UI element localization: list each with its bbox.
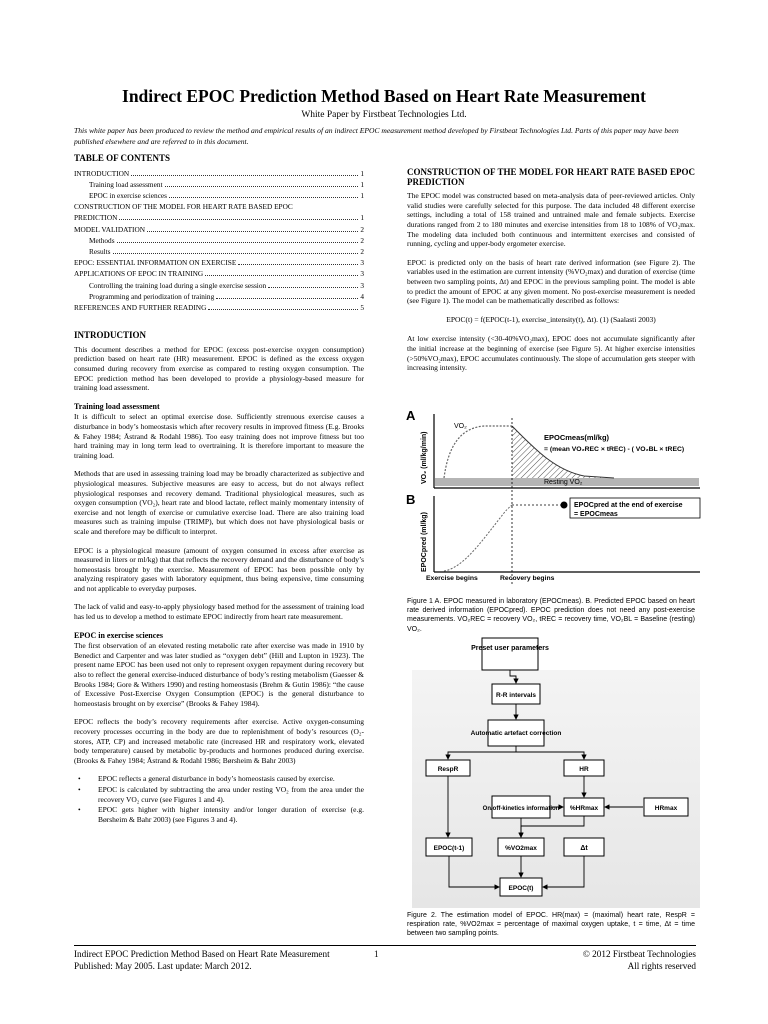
hrmax-label: HRmax xyxy=(654,805,678,812)
epoc-pred-curve xyxy=(444,505,512,571)
epoc-prev-label: EPOC(t-1) xyxy=(433,845,465,852)
epoc-equation: EPOC(t) = f(EPOC(t-1), exercise_intensity(t), Δt). (1) (Saalasti 2003) xyxy=(446,314,656,324)
right-column xyxy=(407,168,695,382)
training-load-paragraph-1: It is difficult to select an optimal exercise dose. Sufficiently strenuous exercise causes a disturbance in body’s homeostasis which after recovery results in improved fitness (E.g. Brooks & Fahey 1984; Åstrand & Rodahl 1986). Too easy training does not improve fitness but too hard training may in long term lead to overtraining. It is therefore important to measure the training load. xyxy=(74,412,364,460)
figure-2-background xyxy=(412,670,700,908)
toc-entry-page: 3 xyxy=(360,258,364,268)
toc-entry-title: Programming and periodization of training xyxy=(89,291,215,301)
toc-heading: TABLE OF CONTENTS xyxy=(74,153,171,163)
construction-paragraph-1: The EPOC model was constructed based on meta-analysis data of peer-reviewed articles. Only valid studies were carefully selected for this purpose. The data included 48 different exercise settings, including a total of 158 trained and untrained male and female subjects. Exercise durations ranged from 2 to 180 minutes and exercise intensities from 18 to 108% of VO₂max. The modeling data included both continuous and intermittent exercises and consisted of running, cycling and upper-body ergometer exercise. xyxy=(407,191,695,249)
introduction-heading: INTRODUCTION xyxy=(74,330,147,341)
construction-paragraph-2: EPOC is predicted only on the basis of heart rate derived information (see Figure 2). The variables used in the estimation are current intensity (%VO₂max) and duration of exercise (time between two sampling points, Δt) and EPOC in the previous sampling point. The model is able to predict the amount of EPOC at any given moment. No post-exercise measurement is needed (see Figure 1). The model can be mathematically described as follows: xyxy=(407,257,695,306)
construction-heading: CONSTRUCTION OF THE MODEL FOR HEART RATE BASED EPOC PREDICTION xyxy=(407,167,695,187)
footer-published: Published: May 2005. Last update: March 2012. xyxy=(74,961,252,971)
rr-intervals-label: R-R intervals xyxy=(495,692,537,699)
epoc-sciences-paragraph-2: EPOC reflects the body’s recovery requirements after exercise. Active oxygen-consuming recovery processes occurring in the body are due to replenishment of body’s resources (O₂-stores, ATP, CP) and increased metabolic rate (increased HR and respiratory work, elevated body temperature) caused by metabolic by-products and hormones produced during exercise. (Brooks & Fahey 1984; Åstrand & Rodahl 1986; Børsheim & Bahr 2003) xyxy=(74,717,364,765)
footer-page-number: 1 xyxy=(374,949,379,959)
epoc-sciences-heading: EPOC in exercise sciences xyxy=(74,630,163,640)
toc-entry-page: 1 xyxy=(360,213,364,223)
toc-entry-title: EPOC in exercise sciences xyxy=(89,191,168,200)
toc-entry-page: 2 xyxy=(360,224,364,234)
toc-entry-page: 4 xyxy=(360,291,364,301)
list-item: • EPOC reflects a general disturbance in body’s homeostasis caused by exercise. xyxy=(78,774,335,784)
toc-entry[interactable] xyxy=(74,246,364,257)
pct-vo2max-label: %VO2max xyxy=(505,845,537,852)
bullet-marker: • xyxy=(78,774,81,784)
footer-rights: All rights reserved xyxy=(627,961,696,971)
panel-a-label: A xyxy=(406,408,416,423)
page-title: Indirect EPOC Prediction Method Based on Heart Rate Measurement xyxy=(122,86,646,106)
toc-leader-dots xyxy=(238,264,358,265)
epoc-meas-label: EPOCmeas(ml/kg) xyxy=(544,433,610,442)
toc-entry-title: Controlling the training load during a single exercise session xyxy=(89,280,267,290)
table-of-contents xyxy=(74,168,364,314)
toc-entry-page: 3 xyxy=(360,269,364,279)
toc-entry[interactable] xyxy=(74,190,364,201)
toc-leader-dots xyxy=(205,275,358,276)
epoc-bullet-list xyxy=(74,774,364,824)
left-column xyxy=(74,154,364,825)
toc-entry[interactable] xyxy=(74,235,364,246)
exercise-begins-label: Exercise begins xyxy=(426,575,478,582)
toc-leader-dots xyxy=(268,287,358,288)
preset-params-label: Preset user parameters xyxy=(471,645,549,652)
toc-leader-dots xyxy=(216,298,358,299)
toc-entry[interactable] xyxy=(74,179,364,190)
epoc-pred-equals: = EPOCmeas xyxy=(574,511,618,518)
toc-entry[interactable] xyxy=(74,224,364,235)
figure-1 xyxy=(404,408,704,594)
panel-b-y-label: EPOCpred (ml/kg) xyxy=(421,512,428,572)
figure-1-caption: Figure 1 A. EPOC measured in laboratory (EPOCmeas). B. Predicted EPOC based on heart rate derived information (EPOCpred). EPOC prediction does not need any post-exercise measurements. VO₂REC = recovery VO₂, tREC = recovery time, VO₂BL = Baseline (resting) VO₂. xyxy=(407,598,695,633)
respr-label: RespR xyxy=(437,766,459,773)
toc-entry-page: 1 xyxy=(360,191,364,200)
toc-entry-page: 2 xyxy=(360,235,364,245)
toc-entry-title: EPOC: ESSENTIAL INFORMATION ON EXERCISE xyxy=(74,258,237,268)
page-subtitle: White Paper by Firstbeat Technologies Ltd. xyxy=(301,110,467,120)
pct-hrmax-label: %HRmax xyxy=(569,805,599,812)
construction-paragraph-3: At low exercise intensity (<30-40%VO₂max), EPOC does not accumulate significantly after the initial increase at the beginning of exercise (see Figure 5). At higher exercise intensities (>50%VO₂max), EPOC accumulates continuously. The slope of accumulation gets steeper with increasing intensity. xyxy=(407,334,695,373)
recovery-begins-label: Recovery begins xyxy=(500,575,555,582)
introduction-paragraph: This document describes a method for EPOC (excess post-exercise oxygen consumption) prediction based on heart rate (HR) measurement. EPOC is defined as the excess oxygen consumed during recovery from exercise as compared to resting oxygen consumption. The EPOC prediction method has been developed to provide a physiology-based measure for training load assessment. xyxy=(74,344,364,393)
preset-params-node xyxy=(482,638,538,670)
delta-t-label: Δt xyxy=(580,845,588,852)
list-item: • EPOC is calculated by subtracting the area under resting VO₂ from the area under the recovery VO₂ curve (see Figures 1 and 4). xyxy=(78,784,364,804)
resting-vo2-label: Resting VO₂ xyxy=(544,479,583,486)
toc-entry[interactable] xyxy=(74,302,364,313)
epoc-t-label: EPOC(t) xyxy=(508,885,534,892)
toc-entry[interactable] xyxy=(74,280,364,291)
toc-entry-title: APPLICATIONS OF EPOC IN TRAINING xyxy=(74,269,204,279)
onoff-kinetics-label: On/off-kinetics information xyxy=(482,806,560,812)
artefact-correction-label: Automatic artefact correction xyxy=(470,730,562,737)
toc-entry-title: Results xyxy=(89,247,111,257)
toc-leader-dots xyxy=(131,175,358,176)
training-load-heading: Training load assessment xyxy=(74,401,160,411)
toc-entry-title: PREDICTION xyxy=(74,213,118,223)
toc-entry[interactable] xyxy=(74,257,364,268)
toc-entry-title: REFERENCES AND FURTHER READING xyxy=(74,303,207,313)
toc-entry[interactable] xyxy=(74,291,364,302)
toc-leader-dots xyxy=(208,309,358,310)
vo2-exercise-curve xyxy=(444,426,512,478)
toc-leader-dots xyxy=(165,186,359,187)
toc-leader-dots xyxy=(117,242,359,243)
epoc-sciences-paragraph-1: The first observation of an elevated resting metabolic rate after exercise was made in 1910 by Benedict and Carpenter and was later studied as “oxygen debt” (Hill and Lupton in 1923). The present name EPOC has been used not only to represent oxygen repayment during recovery but also to reflect the general exercise-induced disturbance of body’s resting metabolism (Gaesser & Brooks 1984; Gore & Withers 1990) and resting homeostasis (Brehm & Gutin 1986): “the cause of Excessive Post-Exercise Oxygen Consumption (EPOC) is the general disturbance to homeostasis brought on by exercise” (Brooks & Fahey 1984). xyxy=(74,641,364,708)
hr-label: HR xyxy=(579,766,589,773)
toc-entry-page: 1 xyxy=(360,168,364,178)
footer-doc-title: Indirect EPOC Prediction Method Based on Heart Rate Measurement xyxy=(74,949,330,959)
epoc-pred-label: EPOCpred at the end of exercise xyxy=(574,502,683,509)
toc-entry[interactable] xyxy=(74,168,364,179)
training-load-paragraph-3: EPOC is a physiological measure (amount of oxygen consumed in excess after exercise as measured in liters or ml/kg) that that reflects the recovery demand and the disturbance of body’s homeostasis brought by the exercise. Measurement of EPOC has been possible only by analyzing respiratory gases with laboratory equipment, thus being expensive, time consuming and not applicable to everyday purposes. xyxy=(74,545,364,593)
toc-entry[interactable] xyxy=(74,212,364,223)
toc-leader-dots xyxy=(119,219,358,220)
footer-copyright: © 2012 Firstbeat Technologies xyxy=(582,949,696,959)
toc-leader-dots xyxy=(113,253,359,254)
toc-entry[interactable] xyxy=(74,201,364,212)
toc-entry-page: 5 xyxy=(360,303,364,313)
footer-left xyxy=(74,948,374,972)
list-item: • EPOC gets higher with higher intensity and/or longer duration of exercise (e.g. Børsheim & Bahr 2003) (see Figures 3 and 4). xyxy=(78,805,364,824)
toc-entry-title: Methods xyxy=(89,235,115,245)
figure-2 xyxy=(412,636,700,908)
epoc-meas-formula: = (mean VO₂REC × tREC) - ( VO₂BL × tREC) xyxy=(544,446,685,453)
training-load-paragraph-2: Methods that are used in assessing training load may be broadly characterized as subjective and physiological measures. Subjective measures are easy to access, but do not always reflect physiological responses and recovery demand. Traditional physiological measures, such as oxygen consumption (VO₂), heart rate and blood lactate, reflect mainly momentary intensity of exercise and not length of exercise or cumulative exercise load. There are also training load measures such as training impulse (TRIMP), but which does not have physiological basis or scale and therefore may be difficult to interpret. xyxy=(74,469,364,536)
footer-right xyxy=(520,948,696,972)
panel-a-y-label: VO₂ (ml/kg/min) xyxy=(421,431,428,484)
footer-rule xyxy=(74,945,696,946)
toc-entry-page: 2 xyxy=(360,247,364,257)
toc-leader-dots xyxy=(169,197,358,198)
toc-entry-title: Training load assessment xyxy=(89,179,163,189)
toc-entry-page: 3 xyxy=(360,280,364,290)
panel-b-label: B xyxy=(406,492,416,507)
bullet-marker: • xyxy=(78,805,81,815)
epoc-pred-end-point xyxy=(561,502,568,509)
figure-2-caption: Figure 2. The estimation model of EPOC. HR(max) = (maximal) heart rate, RespR = respiration rate, %VO2max = percentage of maximal oxygen uptake, t = time, Δt = time between two sampling points. xyxy=(407,912,695,938)
toc-entry-page: 1 xyxy=(360,179,364,189)
toc-entry-title: CONSTRUCTION OF THE MODEL FOR HEART RATE BASED EPOC xyxy=(74,202,293,212)
vo2-label: VO₂ xyxy=(454,423,467,430)
training-load-paragraph-4: The lack of valid and easy-to-apply physiology based method for the assessment of training load has led us to develop a method to estimate EPOC indirectly from heart rate measurement. xyxy=(74,602,364,622)
toc-leader-dots xyxy=(147,231,358,232)
toc-entry-title: MODEL VALIDATION xyxy=(74,224,146,234)
toc-entry-title: INTRODUCTION xyxy=(74,168,130,178)
intro-note: This white paper has been produced to review the method and empirical results of an indirect EPOC measurement method developed by Firstbeat Technologies Ltd. Parts of this paper may have been published elsewhere and are referred to in this document. xyxy=(74,126,679,146)
toc-entry[interactable] xyxy=(74,268,364,279)
bullet-marker: • xyxy=(78,784,81,794)
